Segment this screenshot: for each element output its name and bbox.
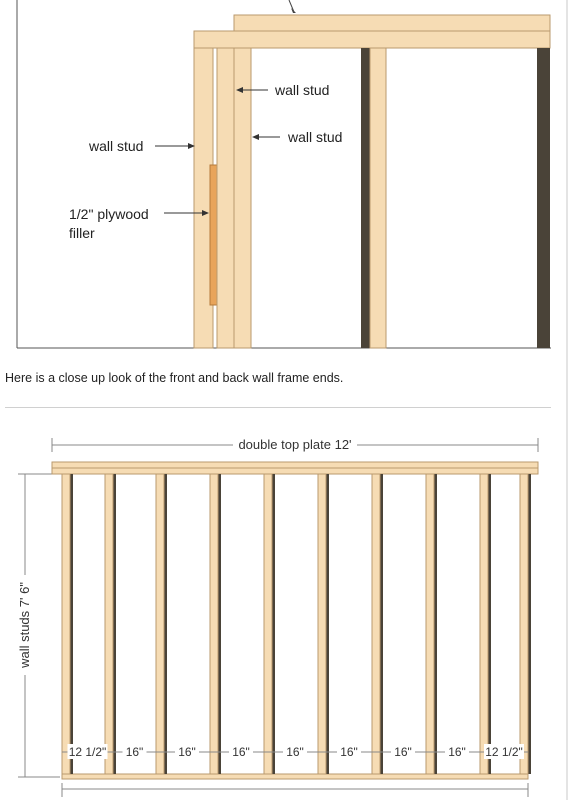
wall-stud bbox=[520, 474, 528, 774]
spacing-label: 16" bbox=[232, 745, 250, 759]
spacing-label: 12 1/2" bbox=[485, 745, 523, 759]
label-wall-stud-outer: wall stud bbox=[288, 129, 343, 145]
interior-stud-shadow bbox=[361, 48, 370, 348]
wall-frame-drawing bbox=[0, 425, 570, 800]
wall-stud bbox=[426, 474, 434, 774]
label-wall-stud-left: wall stud bbox=[89, 138, 144, 154]
top-plate-label: double top plate 12' bbox=[238, 437, 352, 452]
wall-stud bbox=[372, 474, 380, 774]
top-pointer-arrowhead bbox=[291, 8, 296, 13]
frame-closeup-drawing bbox=[0, 0, 570, 350]
label-wall-stud-inner: wall stud bbox=[275, 82, 330, 98]
spacing-label: 16" bbox=[178, 745, 196, 759]
lower-top-plate bbox=[194, 31, 550, 48]
plywood-filler bbox=[210, 165, 217, 305]
figure-caption: Here is a close up look of the front and back wall frame ends. bbox=[5, 371, 344, 385]
wall-stud bbox=[318, 474, 326, 774]
wall-stud bbox=[62, 474, 70, 774]
arrowhead-wall-stud-outer bbox=[252, 134, 259, 140]
spacing-label: 16" bbox=[394, 745, 412, 759]
wall-stud bbox=[480, 474, 488, 774]
spacing-label: 16" bbox=[286, 745, 304, 759]
wall-stud bbox=[105, 474, 113, 774]
far-stud-shadow bbox=[537, 48, 550, 348]
wall-stud bbox=[156, 474, 164, 774]
interior-stud bbox=[370, 48, 386, 348]
spacing-label: 16" bbox=[125, 745, 144, 759]
end-stud-right bbox=[234, 48, 251, 348]
wall-stud bbox=[210, 474, 218, 774]
stud-height-label: wall studs 7' 6" bbox=[17, 582, 32, 668]
wall-stud bbox=[264, 474, 272, 774]
upper-top-plate bbox=[234, 15, 550, 31]
stud-spacing-dimensions bbox=[62, 744, 528, 759]
spacing-label: 16" bbox=[448, 745, 466, 759]
spacing-label: 16" bbox=[340, 745, 358, 759]
section-divider bbox=[5, 407, 551, 408]
wall-studs-group bbox=[62, 474, 531, 774]
end-stud-middle bbox=[217, 48, 234, 348]
top-plate-lower bbox=[52, 468, 538, 474]
top-plate-upper bbox=[52, 462, 538, 468]
label-plywood-line1: 1/2" plywood bbox=[69, 206, 149, 222]
wall-frame-figure bbox=[0, 425, 570, 800]
bottom-plate bbox=[62, 774, 528, 779]
frame-closeup-figure bbox=[0, 0, 570, 350]
spacing-label: 12 1/2" bbox=[68, 745, 107, 759]
label-plywood-line2: filler bbox=[69, 225, 95, 241]
top-pointer-line bbox=[289, 0, 294, 12]
